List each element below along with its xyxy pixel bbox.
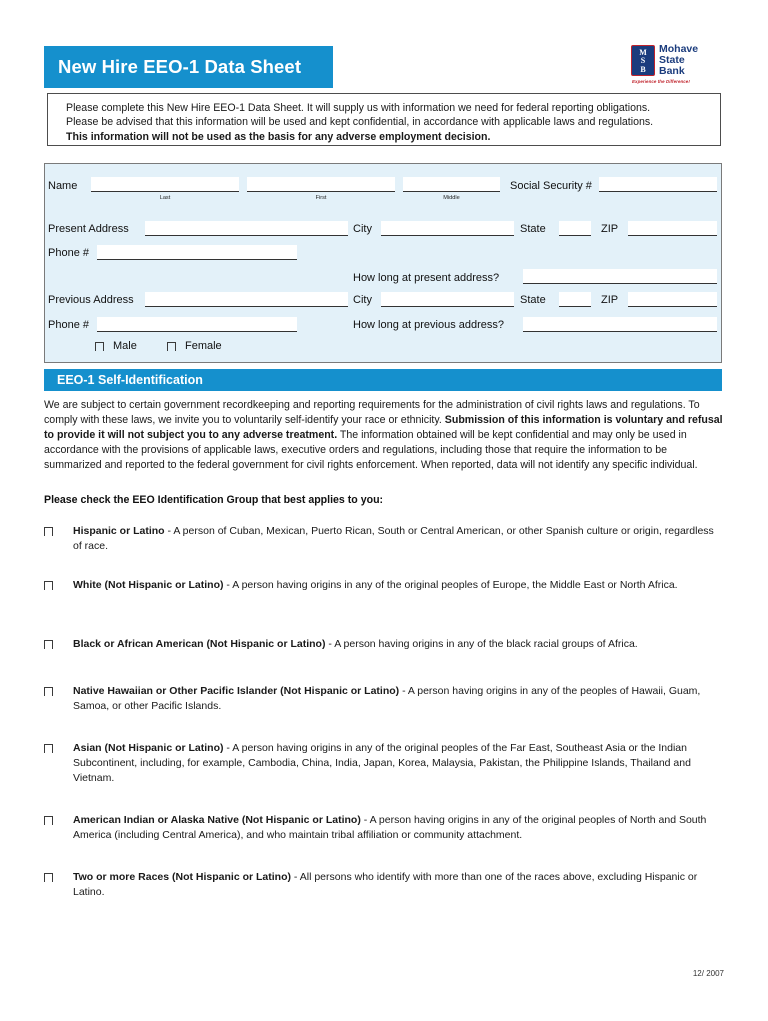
eeo-option-text <box>73 870 724 900</box>
intro-instructions-box <box>47 93 721 146</box>
paragraph-bold-clause: Submission of this information is voluntary and refusal to provide it will not subject you to any adverse treatment. <box>44 414 723 442</box>
check-instruction: Please check the EEO Identification Group that best applies to you: <box>44 494 384 506</box>
how-long-previous-label: How long at previous address? <box>353 319 505 331</box>
eeo-option-text <box>73 524 724 554</box>
logo-monogram-icon <box>631 45 655 76</box>
last-name-sublabel: Last <box>159 195 171 201</box>
page-title: New Hire EEO-1 Data Sheet <box>58 56 302 77</box>
eeo-option-text <box>73 637 724 652</box>
ssn-input[interactable] <box>599 177 717 192</box>
present-phone-label: Phone # <box>48 247 89 259</box>
eeo-option-text <box>73 578 724 593</box>
previous-state-label: State <box>520 294 546 306</box>
last-name-input[interactable] <box>91 177 239 192</box>
present-city-label: City <box>353 223 372 235</box>
logo-monogram-letter-b: B <box>640 65 646 74</box>
eeo-option-desc: - A person having origins in any of the original peoples of North and South America (including Central America), and who maintain tribal affiliation or community attachment. <box>73 814 707 842</box>
logo-monogram-letter-m: M <box>639 48 647 57</box>
eeo-option-american-indian-or-alaska-native[interactable] <box>44 813 724 843</box>
logo-word-mohave: Mohave <box>659 43 699 55</box>
eeo-option-black-or-african-american[interactable] <box>44 637 724 652</box>
eeo-option-checkbox[interactable] <box>44 581 53 590</box>
present-address-input[interactable] <box>145 221 348 236</box>
eeo-option-bold: Asian (Not Hispanic or Latino) <box>73 742 224 754</box>
present-phone-input[interactable] <box>97 245 297 260</box>
previous-address-input[interactable] <box>145 292 348 307</box>
gender-female-checkbox[interactable] <box>167 342 176 351</box>
intro-line-3-bold: This information will not be used as the basis for any adverse employment decision. <box>66 130 491 143</box>
gender-female-label: Female <box>185 340 222 352</box>
logo-monogram-letter-s: S <box>640 56 646 65</box>
logo-word-state: State <box>659 53 685 66</box>
gender-male-label: Male <box>113 340 137 352</box>
eeo-option-bold: Hispanic or Latino <box>73 525 165 537</box>
eeo-option-bold: Native Hawaiian or Other Pacific Islander (Not Hispanic or Latino) <box>73 685 400 697</box>
paragraph-part-2: The information obtained will be kept confidential and may only be used in accordance with the provisions of applicable laws, executive orders and regulations, including those that require the information to be summarized and reported to the federal government for civil rights enforcement. When reported, data will not identify any specific individual. <box>44 429 698 472</box>
middle-name-input[interactable] <box>403 177 500 192</box>
previous-phone-input[interactable] <box>97 317 297 332</box>
eeo-option-text <box>73 813 724 843</box>
eeo-option-bold: White (Not Hispanic or Latino) <box>73 579 224 591</box>
present-city-input[interactable] <box>381 221 514 236</box>
ssn-label: Social Security # <box>510 180 592 192</box>
previous-zip-input[interactable] <box>628 292 717 307</box>
section-title: EEO-1 Self-Identification <box>57 373 203 387</box>
previous-state-input[interactable] <box>559 292 591 307</box>
eeo-option-checkbox[interactable] <box>44 873 53 882</box>
eeo-option-desc: - A person having origins in any of the peoples of Hawaii, Guam, Samoa, or other Pacific Islands. <box>73 685 701 713</box>
gender-male-checkbox[interactable] <box>95 342 104 351</box>
middle-name-sublabel: Middle <box>443 195 460 201</box>
present-state-label: State <box>520 223 546 235</box>
eeo-option-bold: Black or African American (Not Hispanic or Latino) <box>73 638 326 650</box>
eeo-option-text <box>73 684 724 714</box>
present-state-input[interactable] <box>559 221 591 236</box>
first-name-input[interactable] <box>247 177 395 192</box>
eeo-option-asian[interactable] <box>44 741 724 787</box>
eeo-option-checkbox[interactable] <box>44 527 53 536</box>
logo-word-bank: Bank <box>659 64 685 77</box>
eeo-option-desc: - A person of Cuban, Mexican, Puerto Rican, South or Central American, or other Spanish culture or origin, regardless of race. <box>73 525 714 553</box>
self-identification-section-banner <box>44 369 722 391</box>
present-address-label: Present Address <box>48 223 129 235</box>
eeo-option-two-or-more-races[interactable] <box>44 870 724 900</box>
intro-line-1: Please complete this New Hire EEO-1 Data Sheet. It will supply us with information we need for federal reporting obligations. <box>66 102 651 114</box>
eeo-option-native-hawaiian-or-pacific-islander[interactable] <box>44 684 724 714</box>
previous-zip-label: ZIP <box>601 294 619 306</box>
eeo-option-hispanic-or-latino[interactable] <box>44 524 724 554</box>
eeo-option-checkbox[interactable] <box>44 687 53 696</box>
previous-phone-label: Phone # <box>48 319 89 331</box>
how-long-present-label: How long at present address? <box>353 272 500 284</box>
paragraph-part-1: We are subject to certain government recordkeeping and reporting requirements for the administration of civil rights laws and regulations. To comply with these laws, we invite you to voluntarily self-identify your race or ethnicity. <box>44 399 700 427</box>
document-header <box>44 43 724 90</box>
page-title-banner <box>44 46 333 88</box>
eeo-option-desc: - A person having origins in any of the original peoples of Europe, the Middle East or North Africa. <box>223 579 678 591</box>
eeo-option-desc: - A person having origins in any of the black racial groups of Africa. <box>325 638 638 650</box>
intro-line-2: Please be advised that this information will be used and kept confidential, in accordance with applicable laws and regulations. <box>66 116 654 129</box>
first-name-sublabel: First <box>315 195 327 201</box>
name-label: Name <box>48 180 78 192</box>
eeo-option-checkbox[interactable] <box>44 744 53 753</box>
logo-wordmark <box>659 44 698 76</box>
how-long-previous-input[interactable] <box>523 317 717 332</box>
eeo-option-bold: American Indian or Alaska Native (Not Hispanic or Latino) <box>73 814 361 826</box>
eeo-option-checkbox[interactable] <box>44 640 53 649</box>
previous-city-input[interactable] <box>381 292 514 307</box>
eeo-option-checkbox[interactable] <box>44 816 53 825</box>
previous-city-label: City <box>353 294 372 306</box>
previous-address-label: Previous Address <box>48 294 134 306</box>
present-zip-input[interactable] <box>628 221 717 236</box>
self-identification-paragraph <box>44 398 724 473</box>
logo-tagline: Experience the Difference! <box>632 79 690 84</box>
eeo-option-desc: - A person having origins in any of the original peoples of the Far East, Southeast Asia or the Indian Subcontinent, including, for example, Cambodia, China, India, Japan, Korea, Malaysia, Pakistan, the Philippine Islands, Thailand and Vietnam. <box>73 742 691 785</box>
eeo-option-desc: - All persons who identify with more than one of the races above, excluding Hispanic or Latino. <box>73 871 698 899</box>
footer-revision-date: 12/ 2007 <box>692 969 724 978</box>
eeo-option-text <box>73 741 724 787</box>
eeo-option-bold: Two or more Races (Not Hispanic or Latino) <box>73 871 291 883</box>
applicant-info-form <box>44 163 722 363</box>
present-zip-label: ZIP <box>601 223 619 235</box>
eeo-option-white[interactable] <box>44 578 724 593</box>
how-long-present-input[interactable] <box>523 269 717 284</box>
bank-logo <box>620 44 724 92</box>
